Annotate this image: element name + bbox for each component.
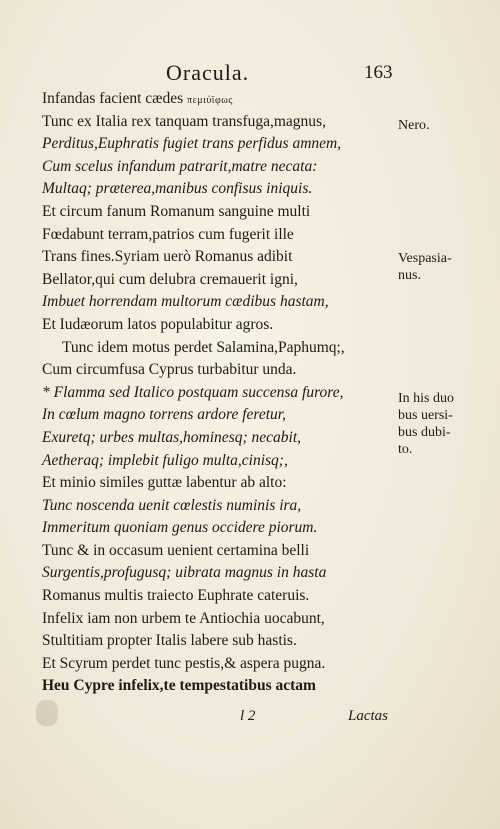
verse-line: Et Iudæorum latos populabitur agros. bbox=[42, 315, 274, 333]
verse-line: Fœdabunt terram,patrios cum fugerit ille bbox=[42, 225, 294, 243]
verse-line: Tunc & in occasum uenient certamina belli bbox=[42, 541, 310, 559]
verse-text bbox=[42, 88, 382, 698]
verse-line: Heu Cypre infelix,te tempestatibus actam bbox=[42, 677, 316, 695]
verse-line: * Flamma sed Italico postquam succensa furore, bbox=[42, 383, 344, 401]
verse-line: Infelix iam non urbem te Antiochia uocabunt, bbox=[42, 609, 325, 627]
verse-line: Bellator,qui cum delubra cremauerit igni, bbox=[42, 270, 298, 288]
verse-line: Cum scelus infandum patrarit,matre necata: bbox=[42, 157, 318, 175]
verse-line: Et Scyrum perdet tunc pestis,& aspera pugna. bbox=[42, 654, 326, 672]
verse-line: In cœlum magno torrens ardore feretur, bbox=[42, 406, 286, 424]
greek-word: πεμιύϊφως bbox=[187, 95, 233, 106]
catchword: Lactas bbox=[348, 708, 389, 724]
verse-line: Infandas facient cædes πεμιύϊφως bbox=[42, 90, 233, 107]
verse-line: Aetheraq; implebit fuligo multa,cinisq;, bbox=[42, 451, 288, 469]
page-footer bbox=[0, 708, 500, 732]
verse-line: Romanus multis traiecto Euphrate cateruis. bbox=[42, 587, 310, 605]
verse-line: Et minio similes guttæ labentur ab alto: bbox=[42, 474, 287, 492]
verse-line: Surgentis,profugusq; uibrata magnus in hasta bbox=[42, 564, 327, 582]
running-head: Oracula. bbox=[166, 60, 250, 85]
page-header bbox=[0, 60, 500, 88]
margin-note-dubio: In his duo bus uersi- bus dubi- to. bbox=[398, 391, 454, 457]
verse-line: Multaq; præterea,manibus confisus iniquis. bbox=[42, 180, 313, 198]
page-number: 163 bbox=[364, 62, 393, 83]
verse-line: Trans fines.Syriam uerò Romanus adibit bbox=[42, 248, 293, 266]
verse-line: Stultitiam propter Italis labere sub hastis. bbox=[42, 632, 297, 650]
signature-mark: l 2 bbox=[240, 708, 256, 724]
verse-line: Tunc ex Italia rex tanquam transfuga,magnus, bbox=[42, 112, 326, 130]
verse-line: Imbuet horrendam multorum cædibus hastam, bbox=[42, 293, 329, 311]
verse-line: Tunc noscenda uenit cœlestis numinis ira, bbox=[42, 496, 302, 514]
verse-line: Cum circumfusa Cyprus turbabitur unda. bbox=[42, 361, 297, 379]
margin-note-vespasianus: Vespasia- nus. bbox=[398, 251, 452, 283]
verse-line: Immeritum quoniam genus occidere piorum. bbox=[42, 519, 318, 537]
margin-note-nero: Nero. bbox=[398, 118, 430, 133]
verse-line: Exuretq; urbes multas,hominesq; necabit, bbox=[42, 428, 302, 446]
verse-line: Tunc idem motus perdet Salamina,Paphumq;, bbox=[62, 338, 345, 356]
verse-line: Perditus,Euphratis fugiet trans perfidus amnem, bbox=[42, 135, 342, 153]
verse-line: Et circum fanum Romanum sanguine multi bbox=[42, 202, 311, 220]
